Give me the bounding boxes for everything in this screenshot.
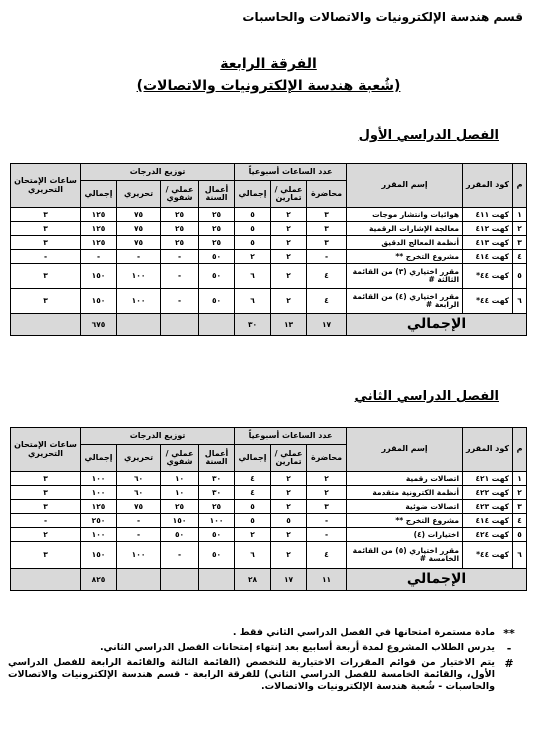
cell-name: هوائيات وانتشار موجات [347, 208, 463, 222]
cell-lecture: - [307, 514, 347, 528]
cell-year-work: ٥٠ [199, 542, 235, 569]
table-row [11, 236, 527, 250]
cell-exam-hours: - [11, 514, 81, 528]
cell-lecture: ٤ [307, 542, 347, 569]
cell-grades-total: ١٢٥ [81, 208, 117, 222]
semester1-table [10, 163, 527, 336]
col-written: تحريري [117, 181, 161, 208]
cell-name: أنظمة الكترونية متقدمة [347, 486, 463, 500]
cell-exam-hours: - [11, 250, 81, 264]
cell-tutorial: ٢ [271, 250, 307, 264]
cell-lecture: ٣ [307, 222, 347, 236]
table-row [11, 486, 527, 500]
col-hours-total: إجمالي [235, 445, 271, 472]
col-num: م [513, 428, 527, 472]
footnote [8, 657, 523, 693]
cell-lecture: - [307, 250, 347, 264]
col-num: م [513, 164, 527, 208]
table-row [11, 472, 527, 486]
cell-year-work: ٥٠ [199, 264, 235, 289]
col-exam-hours: ساعات الإمتحان التحريري [11, 428, 81, 472]
total-empty [161, 314, 199, 336]
col-practical-oral: عملي / شفوي [161, 181, 199, 208]
cell-written: ١٠٠ [117, 264, 161, 289]
col-lecture: محاضرة [307, 181, 347, 208]
footnote-mark: ** [503, 627, 515, 640]
col-grades: توزيع الدرجات [81, 164, 235, 181]
cell-hours-total: ٦ [235, 264, 271, 289]
col-year-work: أعمال السنة [199, 181, 235, 208]
cell-grades-total: - [81, 250, 117, 264]
cell-exam-hours: ٣ [11, 289, 81, 314]
cell-written: ٦٠ [117, 486, 161, 500]
total-lecture: ١٧ [307, 314, 347, 336]
cell-hours-total: ٥ [235, 236, 271, 250]
cell-exam-hours: ٣ [11, 222, 81, 236]
cell-hours-total: ٢ [235, 250, 271, 264]
cell-name: اتصالات ضوئية [347, 500, 463, 514]
table-row [11, 289, 527, 314]
cell-tutorial: ٢ [271, 289, 307, 314]
cell-num: ٤ [513, 514, 527, 528]
cell-num: ٣ [513, 500, 527, 514]
total-label: الإجمالي [347, 569, 527, 591]
cell-tutorial: ٢ [271, 472, 307, 486]
col-practical-tutorial: عملي / تمارين [271, 181, 307, 208]
footnote-text: مادة مستمرة امتحانها في الفصل الدراسي الثاني فقط . [232, 627, 495, 638]
cell-code: كهت ٤٢٣ [463, 500, 513, 514]
col-grades-total: إجمالي [81, 181, 117, 208]
col-practical-tutorial: عملي / تمارين [271, 445, 307, 472]
table-row [11, 250, 527, 264]
col-code: كود المقرر [463, 164, 513, 208]
col-hours-total: إجمالي [235, 181, 271, 208]
cell-written: ٧٥ [117, 500, 161, 514]
cell-year-work: ٢٥ [199, 222, 235, 236]
cell-num: ٥ [513, 528, 527, 542]
cell-tutorial: ٢ [271, 542, 307, 569]
cell-written: ٧٥ [117, 236, 161, 250]
cell-lecture: ٤ [307, 264, 347, 289]
cell-practical-oral: ١٠ [161, 486, 199, 500]
total-tutorial: ١٣ [271, 314, 307, 336]
col-grades: توزيع الدرجات [81, 428, 235, 445]
cell-grades-total: ١٥٠ [81, 542, 117, 569]
cell-code: كهت ٤٢٢ [463, 486, 513, 500]
cell-hours-total: ٥ [235, 222, 271, 236]
total-tutorial: ١٧ [271, 569, 307, 591]
cell-written: ٦٠ [117, 472, 161, 486]
cell-name: مشروع التخرج ** [347, 514, 463, 528]
cell-year-work: ١٠٠ [199, 514, 235, 528]
cell-exam-hours: ٣ [11, 472, 81, 486]
cell-exam-hours: ٣ [11, 236, 81, 250]
cell-exam-hours: ٣ [11, 264, 81, 289]
cell-grades-total: ١٠٠ [81, 528, 117, 542]
table-row [11, 208, 527, 222]
cell-year-work: ٥٠ [199, 528, 235, 542]
total-empty [117, 314, 161, 336]
cell-written: ١٠٠ [117, 289, 161, 314]
cell-year-work: ٢٥ [199, 236, 235, 250]
cell-year-work: ٢٥ [199, 208, 235, 222]
cell-name: مقرر اختياري (٤) من القائمة الرابعة # [347, 289, 463, 314]
cell-written: ٧٥ [117, 208, 161, 222]
total-empty [199, 569, 235, 591]
cell-num: ٦ [513, 542, 527, 569]
cell-lecture: ٣ [307, 236, 347, 250]
total-label: الإجمالي [347, 314, 527, 336]
cell-exam-hours: ٣ [11, 500, 81, 514]
total-row [11, 314, 527, 336]
cell-num: ٢ [513, 486, 527, 500]
table-row [11, 542, 527, 569]
col-name: إسم المقرر [347, 428, 463, 472]
cell-name: معالجة الإشارات الرقمية [347, 222, 463, 236]
cell-year-work: ٢٥ [199, 500, 235, 514]
cell-num: ١ [513, 208, 527, 222]
cell-practical-oral: ١٠ [161, 472, 199, 486]
cell-code: كهت ٤١٣ [463, 236, 513, 250]
cell-year-work: ٣٠ [199, 486, 235, 500]
branch-title: (شُعبة هندسة الإلكترونيات والاتصالات) [136, 78, 401, 94]
cell-name: مقرر اختياري (٥) من القائمة الخامسة # [347, 542, 463, 569]
cell-num: ١ [513, 472, 527, 486]
total-hours: ٣٠ [235, 314, 271, 336]
footnotes [8, 627, 523, 695]
cell-hours-total: ٦ [235, 289, 271, 314]
cell-code: كهت ٤٤* [463, 289, 513, 314]
col-lecture: محاضرة [307, 445, 347, 472]
cell-grades-total: ٢٥٠ [81, 514, 117, 528]
cell-written: - [117, 250, 161, 264]
footnote-text: يتم الاختيار من قوائم المقررات الاختيارية للتخصص (القائمة الثالثة والقائمة الرابعة للفصل الدراسي الأول، والقائمة الخامسة للفصل الدراسي الثاني) للفرقة الرابعة - قسم هندسة الإلكترونيات والاتصالات والحاسبات - شُعبة هندسة الإلكترونيات والاتصالات. [8, 657, 495, 693]
cell-practical-oral: ٥٠ [161, 528, 199, 542]
col-written: تحريري [117, 445, 161, 472]
cell-written: - [117, 528, 161, 542]
cell-grades-total: ١٢٥ [81, 236, 117, 250]
footnote [8, 627, 523, 641]
cell-tutorial: ٥ [271, 514, 307, 528]
cell-grades-total: ١٥٠ [81, 264, 117, 289]
cell-written: - [117, 514, 161, 528]
cell-name: اتصالات رقمية [347, 472, 463, 486]
semester1-title: الفصل الدراسي الأول [358, 128, 499, 143]
cell-grades-total: ١٢٥ [81, 222, 117, 236]
cell-hours-total: ٥ [235, 500, 271, 514]
cell-tutorial: ٢ [271, 208, 307, 222]
cell-practical-oral: - [161, 542, 199, 569]
cell-code: كهت ٤٢١ [463, 472, 513, 486]
total-empty [11, 314, 81, 336]
table-row [11, 264, 527, 289]
footnote-mark: # [504, 657, 514, 671]
cell-practical-oral: ٢٥ [161, 222, 199, 236]
total-lecture: ١١ [307, 569, 347, 591]
semester2-table [10, 427, 527, 591]
total-grades: ٦٧٥ [81, 314, 117, 336]
cell-practical-oral: ٢٥ [161, 500, 199, 514]
cell-tutorial: ٢ [271, 486, 307, 500]
total-empty [11, 569, 81, 591]
cell-hours-total: ٢ [235, 528, 271, 542]
cell-num: ٦ [513, 289, 527, 314]
cell-exam-hours: ٢ [11, 528, 81, 542]
semester2-title: الفصل الدراسي الثاني [354, 389, 499, 404]
cell-name: مقرر اختياري (٣) من القائمة الثالثة # [347, 264, 463, 289]
footnote-mark: - [506, 642, 512, 656]
department-heading: قسم هندسة الإلكترونيات والاتصالات والحاسبات [242, 10, 523, 24]
year-title: الفرقة الرابعة [220, 56, 317, 72]
cell-hours-total: ٤ [235, 472, 271, 486]
cell-name: اختيارات (٤) [347, 528, 463, 542]
footnote-text: يدرس الطلاب المشروع لمدة أربعة أسابيع بعد إنتهاء إمتحانات الفصل الدراسي الثاني. [99, 642, 495, 654]
total-grades: ٨٢٥ [81, 569, 117, 591]
cell-practical-oral: - [161, 289, 199, 314]
cell-exam-hours: ٣ [11, 486, 81, 500]
cell-practical-oral: - [161, 264, 199, 289]
cell-grades-total: ١٠٠ [81, 472, 117, 486]
col-grades-total: إجمالي [81, 445, 117, 472]
cell-lecture: ٤ [307, 289, 347, 314]
total-hours: ٢٨ [235, 569, 271, 591]
total-empty [199, 314, 235, 336]
cell-code: كهت ٤٤* [463, 264, 513, 289]
cell-lecture: ٣ [307, 208, 347, 222]
cell-exam-hours: ٣ [11, 208, 81, 222]
total-empty [117, 569, 161, 591]
cell-practical-oral: ١٥٠ [161, 514, 199, 528]
cell-exam-hours: ٣ [11, 542, 81, 569]
cell-grades-total: ١٥٠ [81, 289, 117, 314]
cell-num: ٢ [513, 222, 527, 236]
cell-num: ٥ [513, 264, 527, 289]
cell-lecture: - [307, 528, 347, 542]
cell-tutorial: ٢ [271, 222, 307, 236]
cell-practical-oral: ٢٥ [161, 236, 199, 250]
cell-num: ٤ [513, 250, 527, 264]
col-year-work: أعمال السنة [199, 445, 235, 472]
cell-lecture: ٢ [307, 486, 347, 500]
cell-grades-total: ١٢٥ [81, 500, 117, 514]
cell-year-work: ٥٠ [199, 250, 235, 264]
cell-tutorial: ٢ [271, 528, 307, 542]
col-name: إسم المقرر [347, 164, 463, 208]
cell-code: كهت ٤٢٤ [463, 528, 513, 542]
total-empty [161, 569, 199, 591]
cell-lecture: ٢ [307, 472, 347, 486]
cell-code: كهت ٤١٢ [463, 222, 513, 236]
col-weekly-hours: عدد الساعات أسبوعياً [235, 164, 347, 181]
col-code: كود المقرر [463, 428, 513, 472]
footnote [8, 642, 523, 656]
col-weekly-hours: عدد الساعات أسبوعياً [235, 428, 347, 445]
cell-year-work: ٥٠ [199, 289, 235, 314]
cell-num: ٣ [513, 236, 527, 250]
cell-name: أنظمة المعالج الدقيق [347, 236, 463, 250]
cell-lecture: ٣ [307, 500, 347, 514]
col-practical-oral: عملي / شفوي [161, 445, 199, 472]
table-row [11, 500, 527, 514]
table-row [11, 528, 527, 542]
cell-hours-total: ٥ [235, 514, 271, 528]
table-row [11, 222, 527, 236]
cell-hours-total: ٤ [235, 486, 271, 500]
cell-name: مشروع التخرج ** [347, 250, 463, 264]
table-row [11, 514, 527, 528]
cell-code: كهت ٤١٤ [463, 514, 513, 528]
cell-code: كهت ٤١٤ [463, 250, 513, 264]
cell-hours-total: ٦ [235, 542, 271, 569]
cell-written: ٧٥ [117, 222, 161, 236]
cell-tutorial: ٢ [271, 500, 307, 514]
cell-tutorial: ٢ [271, 236, 307, 250]
col-exam-hours: ساعات الإمتحان التحريري [11, 164, 81, 208]
cell-year-work: ٣٠ [199, 472, 235, 486]
cell-practical-oral: ٢٥ [161, 208, 199, 222]
cell-code: كهت ٤٤* [463, 542, 513, 569]
total-row [11, 569, 527, 591]
cell-grades-total: ١٠٠ [81, 486, 117, 500]
cell-code: كهت ٤١١ [463, 208, 513, 222]
cell-practical-oral: - [161, 250, 199, 264]
cell-hours-total: ٥ [235, 208, 271, 222]
cell-tutorial: ٢ [271, 264, 307, 289]
cell-written: ١٠٠ [117, 542, 161, 569]
